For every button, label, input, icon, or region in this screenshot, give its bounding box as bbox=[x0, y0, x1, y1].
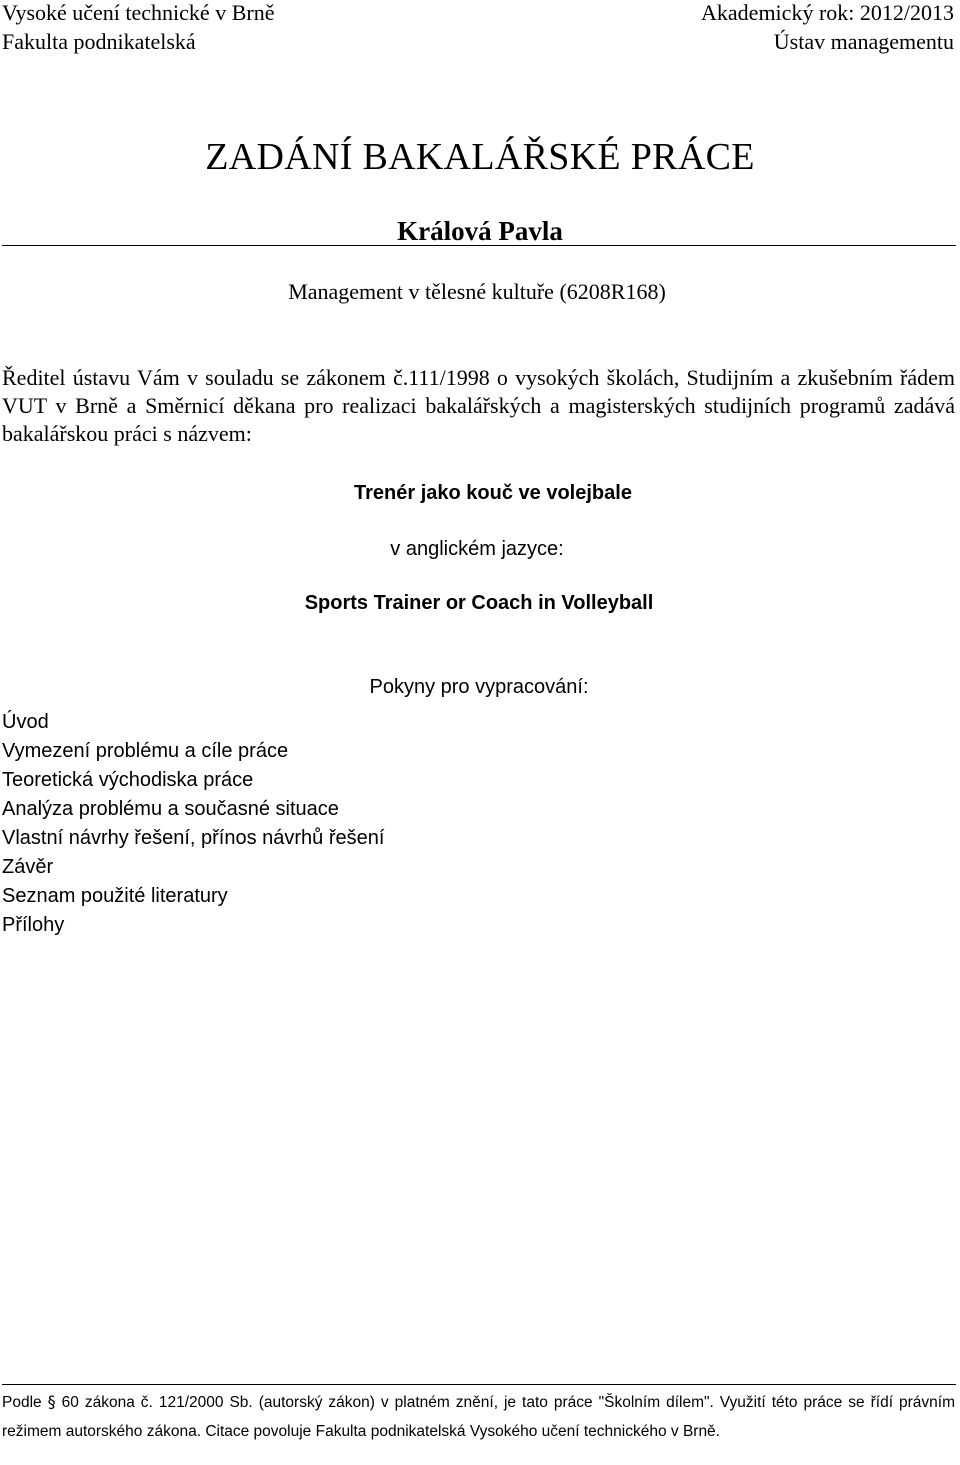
thesis-title-czech: Trenér jako kouč ve volejbale bbox=[354, 482, 632, 504]
list-item: Úvod bbox=[2, 711, 49, 733]
department-name: Ústav managementu bbox=[773, 29, 954, 54]
instructions-list bbox=[2, 708, 384, 940]
study-program: Management v tělesné kultuře (6208R168) bbox=[288, 279, 666, 304]
list-item: Vymezení problému a cíle práce bbox=[2, 740, 289, 762]
list-item: Přílohy bbox=[2, 914, 65, 936]
footnote-prefix: Podle bbox=[2, 1394, 42, 1411]
footnote-divider bbox=[2, 1384, 956, 1385]
list-item: Teoretická východiska práce bbox=[2, 769, 254, 791]
list-item: Analýza problému a současné situace bbox=[2, 798, 339, 820]
list-item: Závěr bbox=[2, 856, 54, 878]
student-divider bbox=[2, 245, 956, 246]
list-item: Vlastní návrhy řešení, přínos návrhů řešení bbox=[2, 827, 385, 849]
university-name: Vysoké učení technické v Brně bbox=[2, 0, 275, 25]
copyright-footnote bbox=[2, 1387, 955, 1446]
english-language-label: v anglickém jazyce: bbox=[390, 538, 564, 560]
footnote-text: 60 zákona č. 121/2000 Sb. (autorský zákon) v platném znění, je tato práce "Školním dílem". Využití této práce se řídí právním režimem autorského zákona. Citace povoluje Fakulta podnikatelská Vysokého učení technického v Brně. bbox=[2, 1394, 955, 1440]
student-name: Králová Pavla bbox=[397, 216, 563, 246]
document-title: ZADÁNÍ BAKALÁŘSKÉ PRÁCE bbox=[205, 136, 755, 178]
faculty-name: Fakulta podnikatelská bbox=[2, 29, 196, 54]
thesis-title-english: Sports Trainer or Coach in Volleyball bbox=[304, 592, 654, 614]
list-item: Seznam použité literatury bbox=[2, 885, 228, 907]
section-sign: § bbox=[47, 1392, 56, 1411]
academic-year: Akademický rok: 2012/2013 bbox=[701, 0, 954, 25]
intro-paragraph: Ředitel ústavu Vám v souladu se zákonem č.111/1998 o vysokých školách, Studijním a zkušebním řádem VUT v Brně a Směrnicí děkana pro realizaci bakalářských a magisterských studijních programů zadává bakalářskou práci s názvem: bbox=[2, 365, 955, 446]
instructions-heading: Pokyny pro vypracování: bbox=[369, 676, 589, 698]
